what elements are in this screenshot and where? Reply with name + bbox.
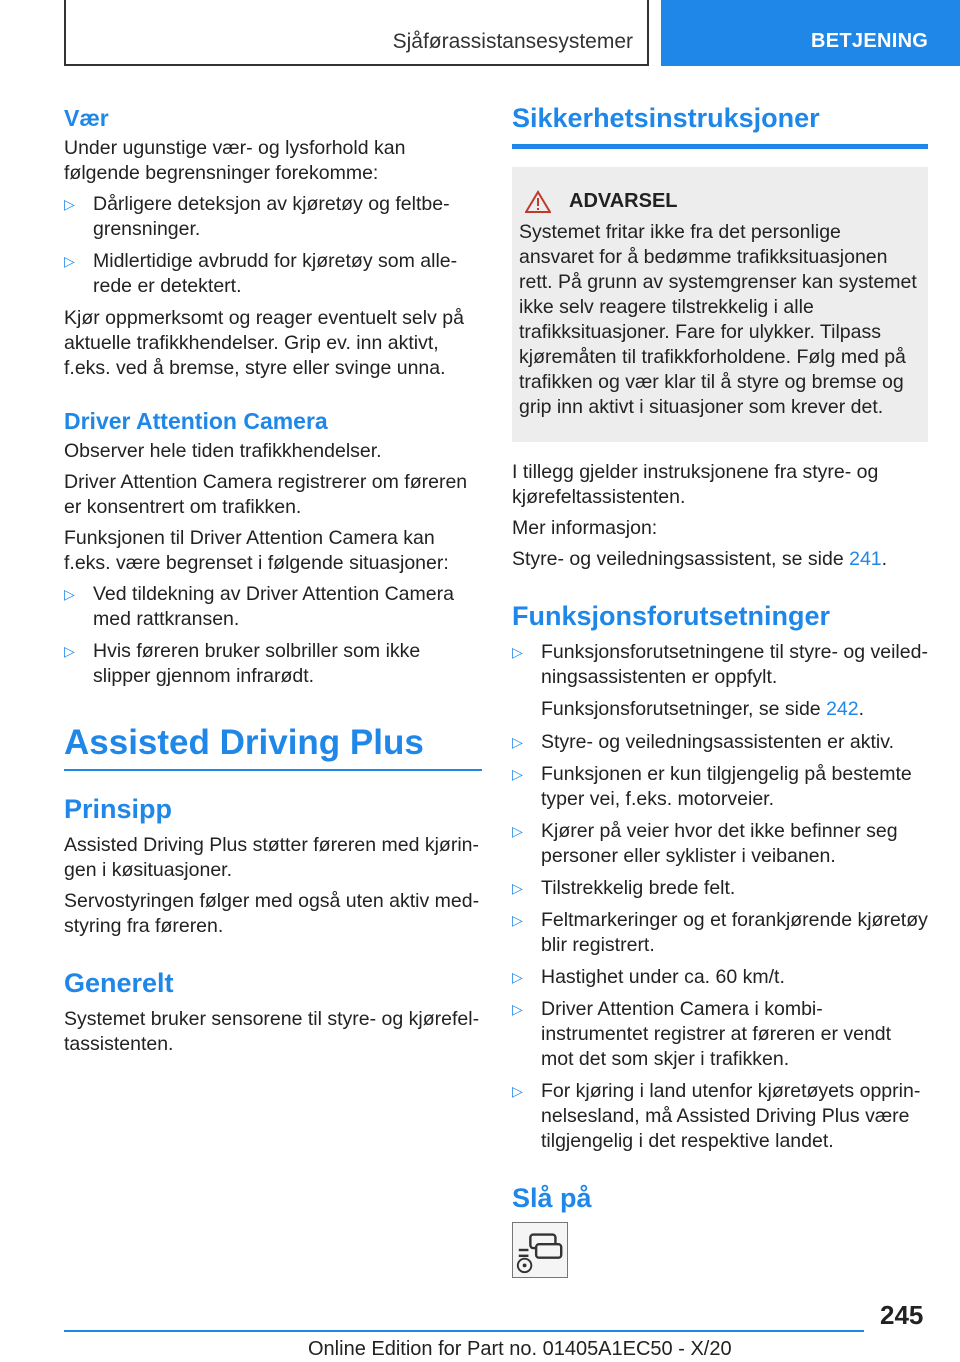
heading-driver-attention-camera: Driver Attention Camera [64,408,328,434]
vaer-outro: Kjør oppmerksomt og reager eventuelt selv på aktuelle trafikkhendelser. Grip ev. inn aktivt, f.eks. ved å bremse, styre eller svinge unna. [64,307,464,379]
warning-box [512,167,928,442]
triangle-bullet-icon: ▷ [512,912,523,928]
triangle-bullet-icon: ▷ [512,1001,523,1017]
list-item: ▷ Driver Attention Camera i kombi-instrumentet registrer at føreren er vendt mot det som skjer i trafikken. [512,998,892,1070]
heading-vaer: Vær [64,105,109,131]
forutsetninger-list [512,640,928,690]
triangle-bullet-icon: ▷ [512,644,523,660]
mer-informasjon: Mer informasjon: [512,517,658,539]
prinsipp-paragraph-1: Assisted Driving Plus støtter føreren med kjøringen i køsituasjoner. [64,834,480,881]
list-item: ▷ Styre- og veiledningsassistenten er aktiv. [512,731,894,753]
triangle-bullet-icon: ▷ [512,969,523,985]
triangle-bullet-icon: ▷ [512,880,523,896]
generelt-paragraph: Systemet bruker sensorene til styre- og kjørefeltassistenten. [64,1008,480,1055]
forutsetninger-reference: Funksjonsforutsetninger, se side 242. [541,698,865,720]
list-item: ▷ Tilstrekkelig brede felt. [512,877,736,899]
page-header [0,0,960,66]
dac-list [64,582,482,689]
list-item: ▷ Kjører på veier hvor det ikke befinner seg personer eller syklister i veibanen. [512,820,898,867]
dac-paragraph-2: Driver Attention Camera registrerer om føreren er konsentrert om trafikken. [64,471,468,518]
list-item: ▷ Hvis føreren bruker solbriller som ikke slipper gjennom infrarødt. [64,640,421,687]
prinsipp-paragraph-2: Servostyringen følger med også uten aktiv medstyring fra føreren. [64,890,480,937]
list-item: ▷ Funksjonen er kun tilgjengelig på bestemte typer vei, f.eks. motorveier. [512,763,912,810]
section-rule [512,144,928,149]
warning-triangle-icon [525,190,551,214]
list-item: ▷ Ved tildekning av Driver Attention Camera med rattkransen. [64,583,454,630]
list-item: ▷ Feltmarkeringer og et forankjørende kjøretøy blir registrert. [512,909,928,956]
triangle-bullet-icon: ▷ [64,586,75,602]
heading-sla-pa: Slå på [512,1183,592,1213]
triangle-bullet-icon: ▷ [64,196,75,212]
footer-edition: Online Edition for Part no. 01405A1EC50 - X/20 [308,1338,732,1360]
header-section-title: Sjåførassistansesystemer [392,30,633,53]
list-item: ▷ Dårligere deteksjon av kjøretøy og feltbegrensninger. [64,193,450,240]
header-section-box [64,0,649,66]
warning-title: ADVARSEL [569,190,678,212]
header-chapter-tab [661,0,960,66]
list-item: ▷ Hastighet under ca. 60 km/t. [512,966,785,988]
reference-paragraph: Styre- og veiledningsassistent, se side 241. [512,548,888,570]
header-chapter-label: BETJENING [811,30,929,52]
triangle-bullet-icon: ▷ [64,643,75,659]
left-column [64,96,482,1063]
heading-assisted-driving-plus: Assisted Driving Plus [64,723,482,771]
warning-text: Systemet fritar ikke fra det personlige ansvaret for å bedømme trafikksituasjonen rett. På grunn av systemgrenser kan systemet ikke selv reagere tilstrekkelig i alle trafikksituasjoner. Fare for ulykker. Tilpass kjøremåten til trafikkforholdene. Følg med på trafikken og vær klar til å styre og bremse og grip inn aktivt i situasjoner som krever det. [519,221,917,418]
assisted-driving-button-icon [512,1222,568,1278]
heading-sikkerhetsinstruksjoner: Sikkerhetsinstruksjoner [512,103,820,133]
vaer-intro: Under ugunstige vær- og lysforhold kan følgende begrensninger forekomme: [64,137,406,184]
page-link-242[interactable]: 242 [826,698,859,720]
dac-paragraph-1: Observer hele tiden trafikkhendelser. [64,440,382,462]
triangle-bullet-icon: ▷ [512,1083,523,1099]
triangle-bullet-icon: ▷ [512,766,523,782]
dac-paragraph-3: Funksjonen til Driver Attention Camera kan f.eks. være begrenset i følgende situasjoner: [64,527,449,574]
footer-rule [64,1330,864,1332]
heading-funksjonsforutsetninger: Funksjonsforutsetninger [512,601,831,631]
heading-generelt: Generelt [64,968,174,998]
triangle-bullet-icon: ▷ [64,253,75,269]
forutsetninger-list-continued [512,730,928,1154]
heading-prinsipp: Prinsipp [64,794,173,824]
warning-header [519,189,920,214]
triangle-bullet-icon: ▷ [512,823,523,839]
page-number: 245 [880,1300,924,1330]
list-item: ▷ Midlertidige avbrudd for kjøretøy som allerede er detektert. [64,250,458,297]
tillegg-paragraph: I tillegg gjelder instruksjonene fra styre- og kjørefeltassistenten. [512,461,879,508]
page-link-241[interactable]: 241 [849,548,882,570]
triangle-bullet-icon: ▷ [512,734,523,750]
right-column [512,96,928,1278]
list-item: ▷ Funksjonsforutsetningene til styre- og veiledningsassistenten er oppfylt. [512,641,928,688]
list-item: ▷ For kjøring i land utenfor kjøretøyets opprinnelsesland, må Assisted Driving Plus være tilgjengelig i det respektive landet. [512,1080,921,1152]
vaer-list [64,192,482,299]
